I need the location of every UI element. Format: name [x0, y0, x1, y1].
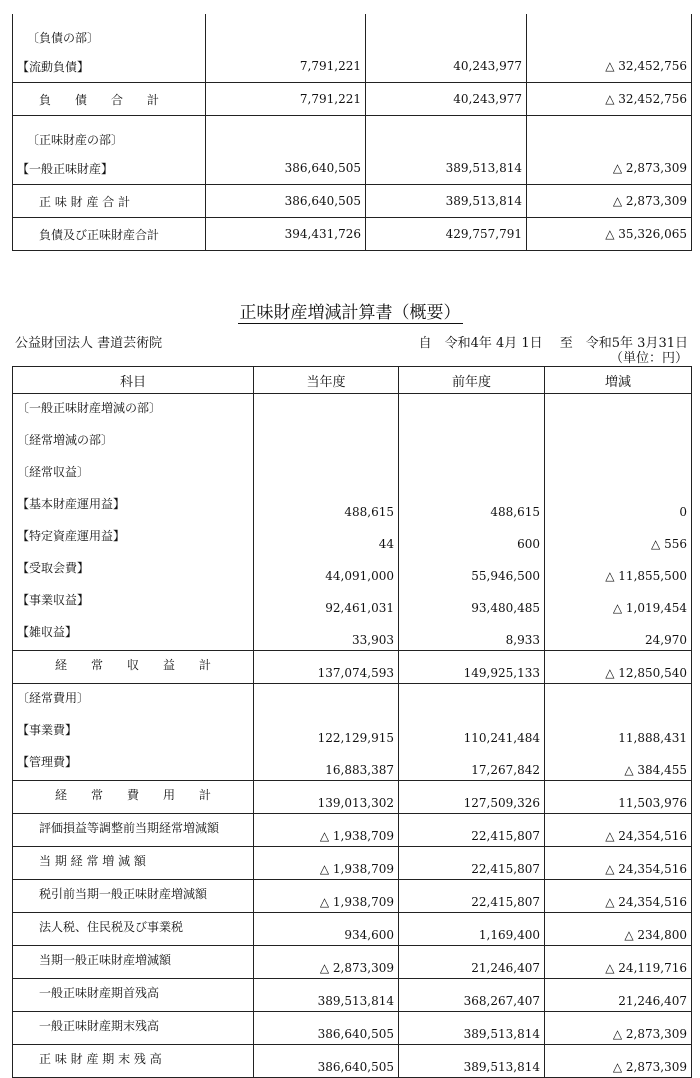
- previous-year-value: 389,513,814: [399, 1045, 545, 1078]
- change-value: 0: [545, 490, 692, 522]
- previous-year-value: [399, 458, 545, 490]
- statement-title: [0, 298, 700, 323]
- current-year-value: △ 1,938,709: [254, 847, 399, 880]
- row-label: 一般正味財産期末残高: [13, 1012, 254, 1045]
- change-value: △ 2,873,309: [527, 185, 692, 218]
- row-label: 経 常 収 益 計: [13, 651, 254, 684]
- change-value: △ 12,850,540: [545, 651, 692, 684]
- table-row-total: [13, 83, 692, 116]
- change-value: [545, 684, 692, 717]
- table-row: [13, 847, 692, 880]
- row-label: 【流動負債】: [13, 50, 206, 83]
- previous-year-value: 127,509,326: [399, 781, 545, 814]
- header-previous-year: 前年度: [399, 367, 545, 394]
- previous-year-value: 389,513,814: [399, 1012, 545, 1045]
- current-year-value: 33,903: [254, 618, 399, 651]
- fiscal-period: 自 令和4年 4月 1日 至 令和5年 3月31日: [418, 336, 688, 351]
- table-row: [13, 586, 692, 618]
- header-current-year: 当年度: [254, 367, 399, 394]
- current-year-value: 386,640,505: [254, 1012, 399, 1045]
- table-row: [13, 814, 692, 847]
- balance-sheet-continuation-table: [12, 14, 692, 251]
- table-row: [13, 716, 692, 748]
- table-row-total: [13, 218, 692, 251]
- current-year-value: [206, 14, 366, 50]
- row-label: 〔経常費用〕: [13, 684, 254, 717]
- row-label: 〔一般正味財産増減の部〕: [13, 394, 254, 427]
- change-value: △ 2,873,309: [527, 152, 692, 185]
- current-year-value: 92,461,031: [254, 586, 399, 618]
- previous-year-value: [366, 116, 527, 153]
- table-row: [13, 394, 692, 427]
- previous-year-value: 8,933: [399, 618, 545, 651]
- row-label: 【管理費】: [13, 748, 254, 781]
- table-row: [13, 522, 692, 554]
- previous-year-value: 368,267,407: [399, 979, 545, 1012]
- current-year-value: 7,791,221: [206, 83, 366, 116]
- previous-year-value: 1,169,400: [399, 913, 545, 946]
- change-value: △ 2,873,309: [545, 1045, 692, 1078]
- previous-year-value: 93,480,485: [399, 586, 545, 618]
- statement-title-text: 正味財産増減計算書（概要）: [239, 303, 461, 323]
- current-year-value: 16,883,387: [254, 748, 399, 781]
- row-label: 【事業収益】: [13, 586, 254, 618]
- change-value: △ 35,326,065: [527, 218, 692, 251]
- table-row: [13, 554, 692, 586]
- previous-year-value: 22,415,807: [399, 880, 545, 913]
- previous-year-value: 110,241,484: [399, 716, 545, 748]
- change-value: 21,246,407: [545, 979, 692, 1012]
- table-row-total: [13, 651, 692, 684]
- table-row: [13, 458, 692, 490]
- table-row: [13, 618, 692, 651]
- table-row: [13, 1045, 692, 1078]
- previous-year-value: 22,415,807: [399, 814, 545, 847]
- row-label: 〔経常増減の部〕: [13, 426, 254, 458]
- previous-year-value: 21,246,407: [399, 946, 545, 979]
- current-year-value: 386,640,505: [254, 1045, 399, 1078]
- current-year-value: 386,640,505: [206, 152, 366, 185]
- table-row: [13, 1012, 692, 1045]
- change-value: △ 1,019,454: [545, 586, 692, 618]
- change-value: 11,503,976: [545, 781, 692, 814]
- change-value: △ 24,354,516: [545, 814, 692, 847]
- change-value: 11,888,431: [545, 716, 692, 748]
- previous-year-value: 429,757,791: [366, 218, 527, 251]
- previous-year-value: 55,946,500: [399, 554, 545, 586]
- current-year-value: △ 1,938,709: [254, 814, 399, 847]
- table-row-total: [13, 781, 692, 814]
- previous-year-value: 389,513,814: [366, 185, 527, 218]
- row-label: 正 味 財 産 期 末 残 高: [13, 1045, 254, 1078]
- row-label: 〔正味財産の部〕: [13, 116, 206, 153]
- change-value: [527, 14, 692, 50]
- row-label: 〔経常収益〕: [13, 458, 254, 490]
- change-value: △ 32,452,756: [527, 83, 692, 116]
- current-year-value: [254, 394, 399, 427]
- row-label: 当期一般正味財産増減額: [13, 946, 254, 979]
- row-label: 当 期 経 常 増 減 額: [13, 847, 254, 880]
- previous-year-value: 149,925,133: [399, 651, 545, 684]
- previous-year-value: 600: [399, 522, 545, 554]
- change-value: △ 24,354,516: [545, 880, 692, 913]
- current-year-value: 488,615: [254, 490, 399, 522]
- row-label: 【特定資産運用益】: [13, 522, 254, 554]
- change-value: △ 24,119,716: [545, 946, 692, 979]
- table-row: [13, 490, 692, 522]
- change-value: △ 24,354,516: [545, 847, 692, 880]
- previous-year-value: [366, 14, 527, 50]
- current-year-value: 139,013,302: [254, 781, 399, 814]
- change-value: [545, 458, 692, 490]
- change-value: △ 234,800: [545, 913, 692, 946]
- change-value: [545, 426, 692, 458]
- table-row: [13, 152, 692, 185]
- current-year-value: 122,129,915: [254, 716, 399, 748]
- table-row: [13, 684, 692, 717]
- current-year-value: 44: [254, 522, 399, 554]
- previous-year-value: 40,243,977: [366, 50, 527, 83]
- row-label: 負 債 合 計: [13, 83, 206, 116]
- table-row: [13, 426, 692, 458]
- table-row: [13, 50, 692, 83]
- current-year-value: 7,791,221: [206, 50, 366, 83]
- current-year-value: 137,074,593: [254, 651, 399, 684]
- row-label: 【一般正味財産】: [13, 152, 206, 185]
- change-value: △ 2,873,309: [545, 1012, 692, 1045]
- current-year-value: 44,091,000: [254, 554, 399, 586]
- row-label: 【雑収益】: [13, 618, 254, 651]
- current-year-value: [206, 116, 366, 153]
- table-row: [13, 116, 692, 153]
- row-label: 評価損益等調整前当期経常増減額: [13, 814, 254, 847]
- table-row: [13, 748, 692, 781]
- table-row: [13, 14, 692, 50]
- change-value: [545, 394, 692, 427]
- change-value: 24,970: [545, 618, 692, 651]
- table-header-row: [13, 367, 692, 394]
- table-row: [13, 913, 692, 946]
- row-label: 税引前当期一般正味財産増減額: [13, 880, 254, 913]
- row-label: 正 味 財 産 合 計: [13, 185, 206, 218]
- header-change: 増減: [545, 367, 692, 394]
- previous-year-value: 389,513,814: [366, 152, 527, 185]
- organization-name: 公益財団法人 書道芸術院: [15, 336, 163, 351]
- row-label: 【基本財産運用益】: [13, 490, 254, 522]
- table-row: [13, 979, 692, 1012]
- row-label: 経 常 費 用 計: [13, 781, 254, 814]
- change-value: △ 384,455: [545, 748, 692, 781]
- current-year-value: 934,600: [254, 913, 399, 946]
- row-label: 【受取会費】: [13, 554, 254, 586]
- table-row: [13, 946, 692, 979]
- row-label: 負債及び正味財産合計: [13, 218, 206, 251]
- currency-unit: （単位：円）: [609, 351, 688, 366]
- current-year-value: 389,513,814: [254, 979, 399, 1012]
- change-value: △ 556: [545, 522, 692, 554]
- row-label: 法人税、住民税及び事業税: [13, 913, 254, 946]
- row-label: 〔負債の部〕: [13, 14, 206, 50]
- row-label: 【事業費】: [13, 716, 254, 748]
- previous-year-value: 488,615: [399, 490, 545, 522]
- previous-year-value: 22,415,807: [399, 847, 545, 880]
- previous-year-value: [399, 394, 545, 427]
- current-year-value: [254, 684, 399, 717]
- previous-year-value: [399, 684, 545, 717]
- change-value: [527, 116, 692, 153]
- current-year-value: [254, 458, 399, 490]
- previous-year-value: [399, 426, 545, 458]
- statement-body: [13, 394, 692, 1078]
- table-row-total: [13, 185, 692, 218]
- current-year-value: 386,640,505: [206, 185, 366, 218]
- current-year-value: △ 2,873,309: [254, 946, 399, 979]
- change-value: △ 32,452,756: [527, 50, 692, 83]
- current-year-value: 394,431,726: [206, 218, 366, 251]
- change-value: △ 11,855,500: [545, 554, 692, 586]
- net-assets-statement-table: [12, 366, 692, 1078]
- header-item: 科目: [13, 367, 254, 394]
- table-row: [13, 880, 692, 913]
- row-label: 一般正味財産期首残高: [13, 979, 254, 1012]
- previous-year-value: 17,267,842: [399, 748, 545, 781]
- current-year-value: [254, 426, 399, 458]
- current-year-value: △ 1,938,709: [254, 880, 399, 913]
- previous-year-value: 40,243,977: [366, 83, 527, 116]
